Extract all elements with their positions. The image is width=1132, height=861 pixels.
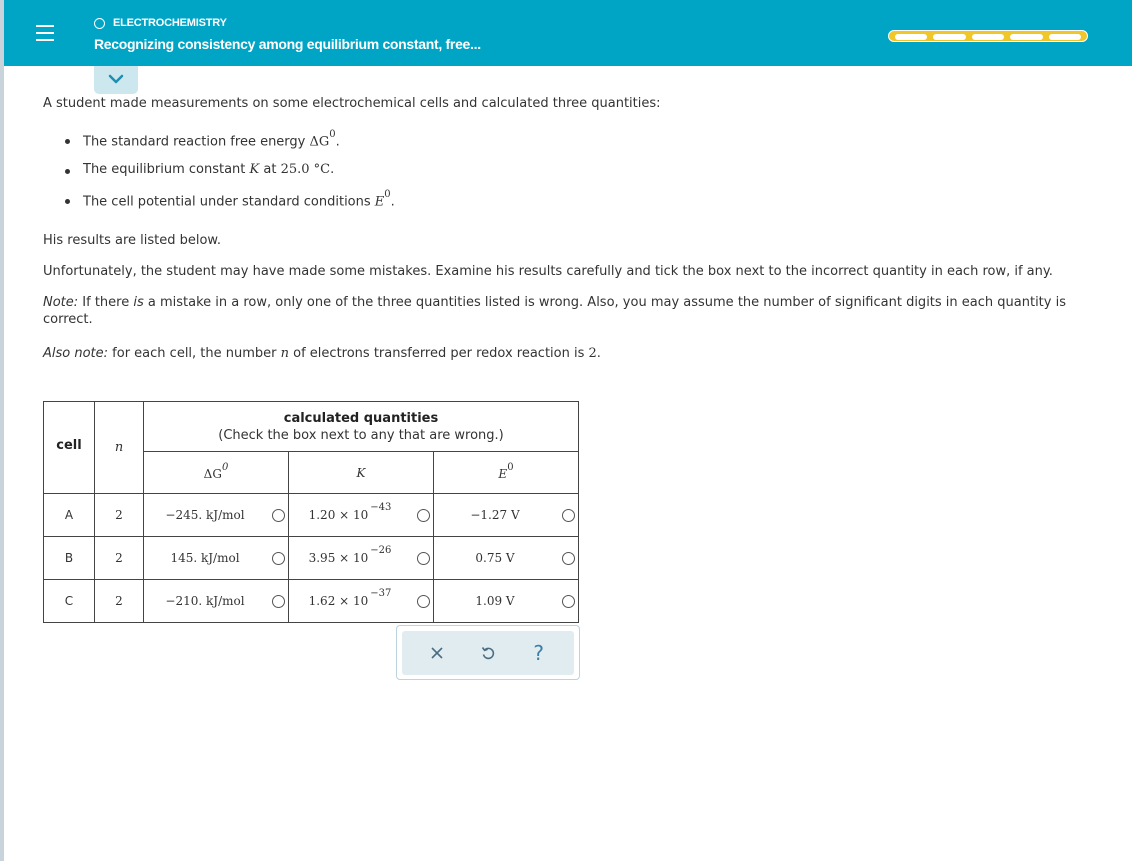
dg-wrong-checkbox[interactable] [272,552,285,565]
e-value: −1.27 V [434,494,579,537]
menu-icon[interactable] [36,25,54,41]
close-icon [430,646,444,660]
progress-bar [888,30,1088,42]
e-value: 0.75 V [434,537,579,580]
undo-icon [480,645,496,661]
page-title: Recognizing consistency among equilibrium constant, free... [94,36,481,52]
e-wrong-checkbox[interactable] [562,595,575,608]
k-value: $3.95 \times 10^{-26}$ [289,537,434,580]
results-intro: His results are listed below. [43,233,221,248]
cell-name: C [44,580,95,623]
cell-n: 2 [95,580,144,623]
note-text-continued: correct. [43,312,93,327]
list-item: The standard reaction free energy $\Delta G^0$. [65,132,395,162]
help-icon: ? [533,641,544,665]
col-header-calculated: calculated quantities (Check the box next to any that are wrong.) [144,402,579,452]
also-note-text: Also note: for each cell, the number n of electrons transferred per redox reaction is 2. [43,346,601,361]
table-row [44,494,579,537]
col-header-dg: $\Delta G^0$ [144,452,289,494]
instructions-text: Unfortunately, the student may have made some mistakes. Examine his results carefully and tick the box next to the incorrect quantity in each row, if any. [43,264,1053,279]
quantity-list [65,129,395,222]
k-wrong-checkbox[interactable] [417,595,430,608]
collapse-toggle-button[interactable] [94,66,138,94]
dg-value: −210. kJ/mol [144,580,289,623]
undo-button[interactable] [474,639,502,667]
list-item: The cell potential under standard conditions $E^0$. [65,192,395,222]
topic-label: ELECTROCHEMISTRY [94,17,227,29]
cell-name: A [44,494,95,537]
dg-value: 145. kJ/mol [144,537,289,580]
cell-n: 2 [95,537,144,580]
cell-n: 2 [95,494,144,537]
cell-name: B [44,537,95,580]
e-value: 1.09 V [434,580,579,623]
table-row [44,537,579,580]
k-value: $1.20 \times 10^{-43}$ [289,494,434,537]
list-item: The equilibrium constant K at 25.0 °C. [65,162,395,192]
col-header-e: $E^0$ [434,452,579,494]
header-bar [4,0,1132,66]
table-row [44,580,579,623]
dg-wrong-checkbox[interactable] [272,509,285,522]
clear-button[interactable] [423,639,451,667]
e-wrong-checkbox[interactable] [562,509,575,522]
col-header-cell: cell [44,402,95,494]
k-wrong-checkbox[interactable] [417,509,430,522]
k-value: $1.62 \times 10^{-37}$ [289,580,434,623]
answer-toolbar [396,625,580,680]
dg-value: −245. kJ/mol [144,494,289,537]
col-header-n: n [95,402,144,494]
intro-text: A student made measurements on some electrochemical cells and calculated three quantities: [43,96,661,111]
col-header-k: K [289,452,434,494]
results-table [43,401,579,623]
dg-wrong-checkbox[interactable] [272,595,285,608]
note-text: Note: If there is a mistake in a row, only one of the three quantities listed is wrong. Also, you may assume the number of significant digits in each quantity is [43,295,1066,310]
k-wrong-checkbox[interactable] [417,552,430,565]
chevron-down-icon [108,73,124,85]
left-border [0,0,4,861]
help-button[interactable] [525,639,553,667]
e-wrong-checkbox[interactable] [562,552,575,565]
topic-circle-icon [94,18,105,29]
